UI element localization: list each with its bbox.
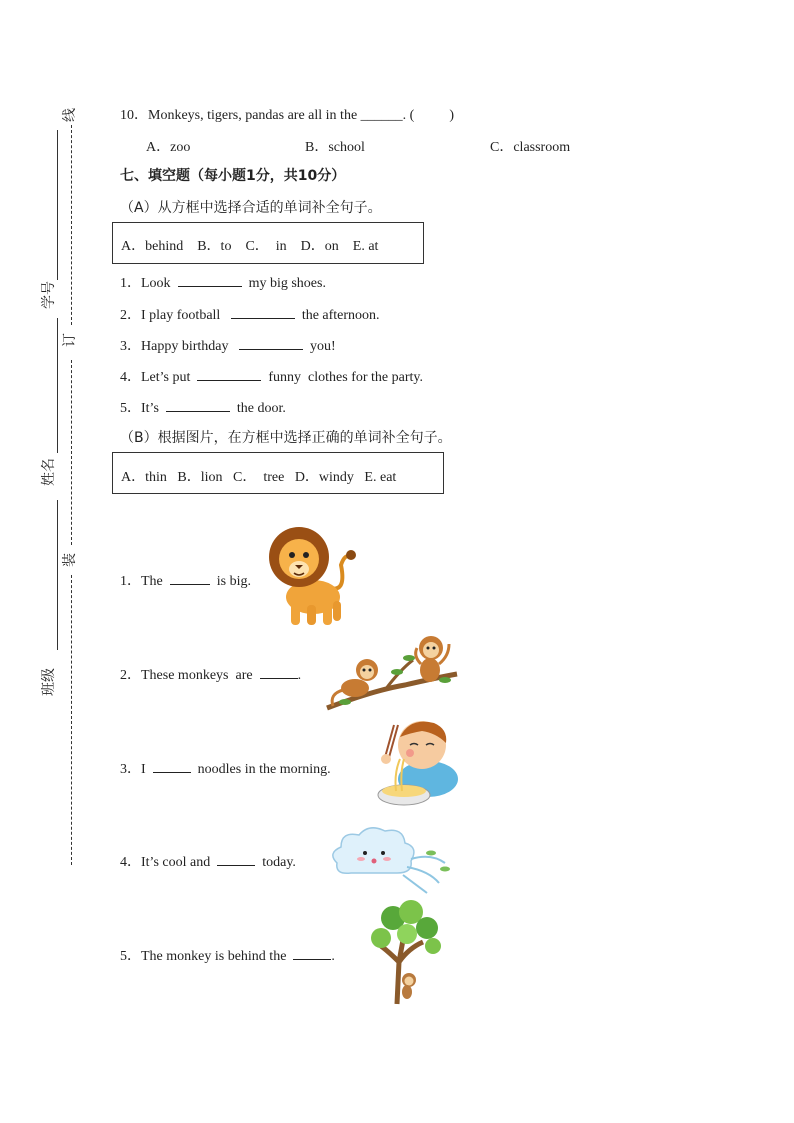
part-a-instruction: （A）从方框中选择合适的单词补全句子。 [120, 200, 382, 216]
binding-mark-ding: 订 [62, 333, 78, 347]
dashed-line [71, 575, 72, 865]
lion-picture [265, 525, 355, 630]
part-b-word-box [112, 452, 444, 494]
dashed-line [71, 125, 72, 325]
part-a-item: 3．Happy birthday you! [120, 339, 336, 354]
part-b-word-options: A．thin B．lion C． tree D．windy E. eat [121, 470, 397, 485]
part-a-item: 5．It’s the door. [120, 401, 286, 416]
part-a-item: 4．Let’s put funny clothes for the party. [120, 370, 423, 385]
fill-line [57, 130, 58, 280]
part-b-item: 1．The is big. [120, 574, 251, 589]
windy-cloud-picture [327, 823, 455, 895]
part-a-item: 2．I play football the afternoon. [120, 308, 380, 323]
student-id-label: 学号 [41, 281, 57, 309]
fill-line [57, 318, 58, 453]
part-a-item: 1．Look my big shoes. [120, 276, 326, 291]
q10-option-a: A．zoo [146, 140, 191, 155]
dashed-line [71, 360, 72, 545]
boy-eating-picture [370, 715, 462, 810]
q10-stem: 10．Monkeys, tigers, pandas are all in the ______. ( ) [120, 108, 454, 123]
q10-option-b: B．school [305, 140, 365, 155]
part-b-item: 2．These monkeys are . [120, 668, 302, 683]
name-label: 姓名 [41, 458, 57, 486]
part-b-item: 5．The monkey is behind the . [120, 949, 335, 964]
fill-line [57, 500, 58, 650]
class-label: 班级 [41, 668, 57, 696]
binding-mark-zhuang: 装 [62, 553, 78, 567]
part-b-item: 4．It’s cool and today. [120, 855, 296, 870]
tree-picture [367, 900, 445, 1005]
part-b-item: 3．I noodles in the morning. [120, 762, 331, 777]
part-a-word-options: A．behind B．to C． in D．on E. at [121, 239, 379, 254]
part-b-instruction: （B）根据图片，在方框中选择正确的单词补全句子。 [120, 430, 452, 446]
section-title: 七、填空题（每小题1分，共10分） [120, 168, 346, 184]
part-a-word-box [112, 222, 424, 264]
binding-mark-xian: 线 [62, 108, 78, 122]
monkeys-picture [325, 630, 460, 712]
q10-option-c: C．classroom [490, 140, 571, 155]
